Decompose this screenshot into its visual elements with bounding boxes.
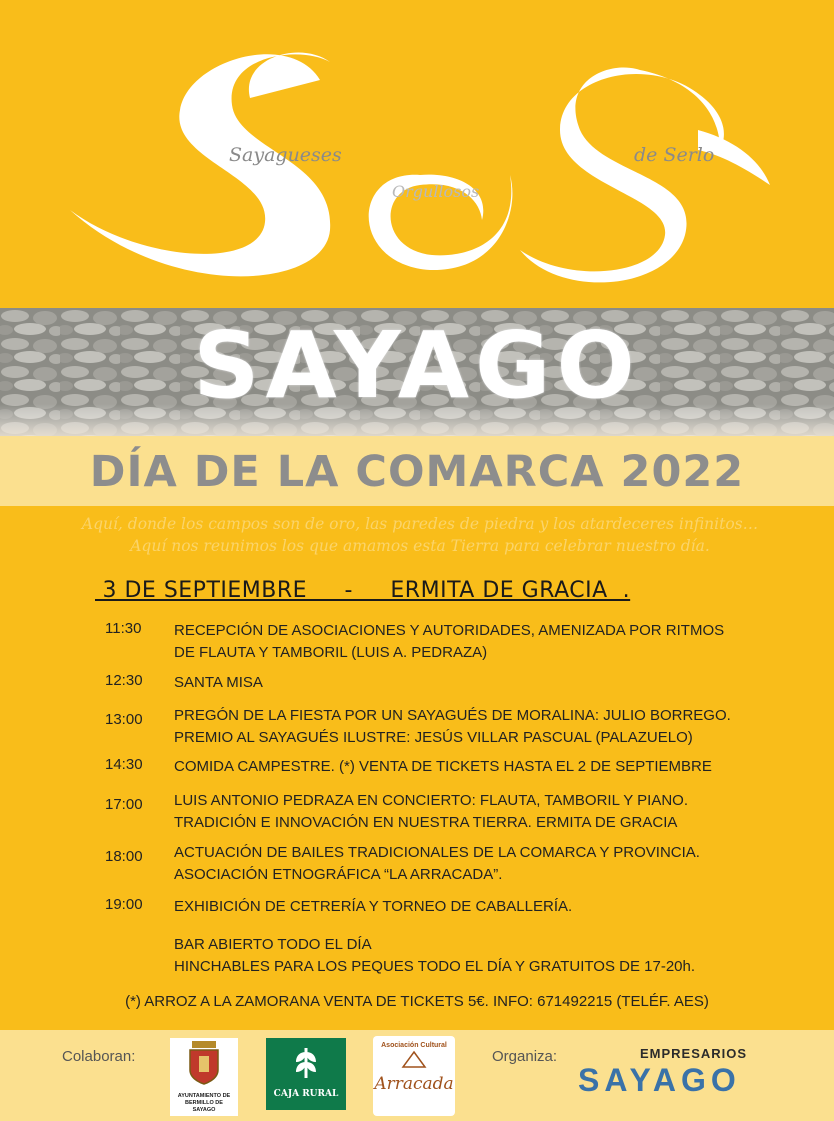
event-time: 18:00: [105, 848, 143, 865]
date-location-headline: 3 DE SEPTIEMBRE - ERMITA DE GRACIA .: [95, 578, 631, 603]
event-time: 17:00: [105, 796, 143, 813]
arracada-logo: [373, 1036, 455, 1116]
caja-rural-logo: [266, 1038, 346, 1110]
event-time: 13:00: [105, 711, 143, 728]
caja-rural-text: CAJA RURAL: [273, 1089, 339, 1099]
empresarios-label: EMPRESARIOS: [640, 1046, 748, 1061]
event-title: DÍA DE LA COMARCA 2022: [89, 447, 745, 497]
event-time: 11:30: [105, 620, 142, 637]
event-description: LUIS ANTONIO PEDRAZA EN CONCIERTO: FLAUTA, TAMBORIL Y PIANO. TRADICIÓN E INNOVACIÓN EN NUESTRA TIERRA. ERMITA DE GRACIA: [174, 792, 689, 831]
footnote: (*) ARROZ A LA ZAMORANA VENTA DE TICKETS 5€. INFO: 671492215 (TELÉF. AES): [125, 993, 709, 1010]
event-time: 19:00: [105, 896, 143, 913]
logo-letter-s-right: [520, 68, 724, 283]
event-description: ACTUACIÓN DE BAILES TRADICIONALES DE LA COMARCA Y PROVINCIA. ASOCIACIÓN ETNOGRÁFICA “LA ARRACADA”.: [174, 844, 700, 883]
event-description: PREGÓN DE LA FIESTA POR UN SAYAGUÉS DE MORALINA: JULIO BORREGO. PREMIO AL SAYAGUÉS ILUSTRE: JESÚS VILLAR PASCUAL (PALAZUELO): [174, 707, 731, 746]
event-time: 14:30: [105, 756, 143, 773]
event-description: BAR ABIERTO TODO EL DÍA HINCHABLES PARA LOS PEQUES TODO EL DÍA Y GRATUITOS DE 17-20h.: [174, 936, 696, 975]
wheat-icon: [266, 1038, 346, 1084]
brand-title: SAYAGO: [193, 312, 641, 419]
logo-word-de-serlo: de Serlo: [634, 144, 715, 166]
logo-word-orgullosos: Orgullosos: [392, 182, 480, 201]
ayuntamiento-logo: [170, 1038, 238, 1116]
collaborators-label: Colaboran:: [62, 1048, 136, 1065]
event-description: RECEPCIÓN DE ASOCIACIONES Y AUTORIDADES, AMENIZADA POR RITMOS DE FLAUTA Y TAMBORIL (LUIS A. PEDRAZA): [174, 622, 725, 661]
event-description: EXHIBICIÓN DE CETRERÍA Y TORNEO DE CABALLERÍA.: [174, 898, 573, 915]
logo-word-sayagueses: Sayagueses: [229, 144, 342, 166]
arracada-name: Arracada: [374, 1074, 454, 1094]
triangle-icon: [373, 1049, 455, 1069]
organizer-label: Organiza:: [492, 1048, 558, 1065]
event-description: COMIDA CAMPESTRE. (*) VENTA DE TICKETS HASTA EL 2 DE SEPTIEMBRE: [174, 758, 712, 775]
tagline-line-2: Aquí nos reunimos los que amamos esta Tierra para celebrar nuestro día.: [130, 537, 710, 555]
coat-of-arms-icon: [170, 1038, 238, 1088]
empresarios-sayago: SAYAGO: [578, 1062, 741, 1098]
arracada-subtitle: Asociación Cultural: [381, 1042, 447, 1049]
tagline-line-1: Aquí, donde los campos son de oro, las paredes de piedra y los atardeceres infinitos…: [81, 515, 759, 533]
ayuntamiento-text: AYUNTAMIENTO DE BERMILLO DE SAYAGO: [177, 1093, 231, 1113]
event-description: SANTA MISA: [174, 674, 263, 691]
event-time: 12:30: [105, 672, 143, 689]
